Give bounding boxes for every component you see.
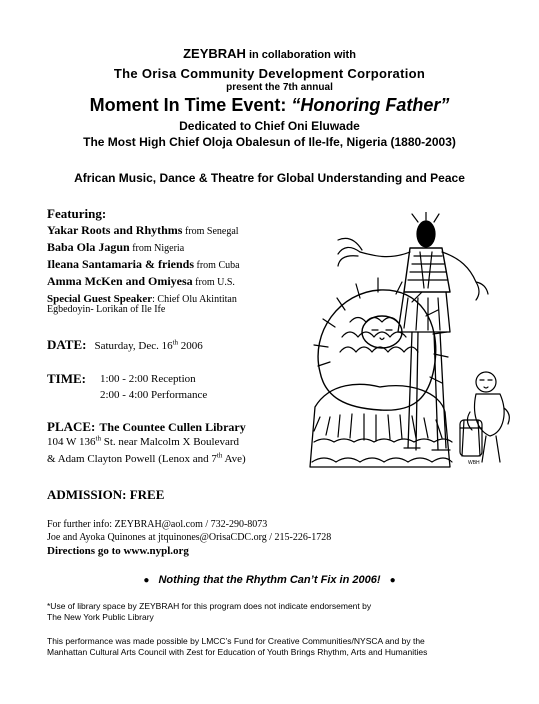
guest-name: : Chief Olu Akintitan — [152, 294, 237, 305]
time-performance: 2:00 - 4:00 Performance — [100, 389, 208, 401]
place-label: PLACE: — [47, 419, 96, 434]
slogan-text: Nothing that the Rhythm Can’t Fix in 2006! — [158, 574, 381, 586]
date-value: Saturday, Dec. 16th 2006 — [94, 338, 203, 352]
bullet-icon: ● — [389, 575, 396, 586]
info-line-1: For further info: ZEYBRAH@aol.com / 732-290-8073 — [47, 519, 268, 530]
organizer-name: ZEYBRAH — [183, 46, 246, 61]
date-label: DATE: — [47, 337, 87, 352]
event-title-italic: “Honoring Father” — [291, 95, 450, 115]
directions: Directions go to www.nypl.org — [47, 545, 189, 557]
featuring-item-4: Amma McKen and Omiyesa from U.S. — [47, 274, 235, 288]
stilt-dancer-icon — [338, 212, 488, 450]
slogan — [0, 574, 539, 586]
header-line-1 — [0, 46, 539, 61]
event-title — [0, 95, 539, 116]
address-line-2: & Adam Clayton Powell (Lenox and 7th Ave) — [47, 451, 246, 465]
collab-text: in collaboration with — [245, 49, 356, 61]
header-line-2: The Orisa Community Development Corporation — [113, 66, 426, 81]
masquerade-dancer-illustration-icon — [300, 212, 512, 484]
date-row — [47, 336, 203, 354]
grass-costume-icon — [310, 278, 452, 467]
featuring-item-1: Yakar Roots and Rhythms from Senegal — [47, 223, 239, 237]
featuring-heading: Featuring: — [47, 206, 107, 221]
time-label: TIME: — [47, 371, 86, 386]
event-title-plain: Moment In Time Event: — [89, 95, 292, 115]
admission: ADMISSION: FREE — [47, 487, 165, 502]
venue-name: The Countee Cullen Library — [99, 420, 246, 434]
credits-line-1: This performance was made possible by LMCC’s Fund for Creative Communities/NYSCA and by the — [47, 636, 425, 646]
tagline: African Music, Dance & Theatre for Global Understanding and Peace — [74, 171, 465, 185]
guest-label: Special Guest Speaker — [47, 293, 153, 305]
header-line-3: present the 7th annual — [226, 82, 333, 93]
address-line-1: 104 W 136th St. near Malcolm X Boulevard — [47, 434, 240, 448]
featuring-item-2: Baba Ola Jagun from Nigeria — [47, 240, 185, 254]
guest-title: Egbedoyin- Lorikan of Ile Ife — [47, 304, 166, 315]
artist-signature: WBH — [468, 460, 480, 466]
info-line-2: Joe and Ayoka Quinones at jtquinones@OrisaCDC.org / 215-226-1728 — [47, 532, 332, 543]
time-reception: 1:00 - 2:00 Reception — [100, 373, 196, 385]
footnote-line-2: The New York Public Library — [47, 612, 154, 622]
bullet-icon: ● — [143, 575, 150, 586]
place-row — [47, 418, 246, 436]
chief-title: The Most High Chief Oloja Obalesun of Ile-Ife, Nigeria (1880-2003) — [83, 135, 456, 149]
drummer-icon — [460, 372, 509, 462]
featuring-item-3: Ileana Santamaria & friends from Cuba — [47, 257, 240, 271]
footnote-line-1: *Use of library space by ZEYBRAH for this program does not indicate endorsement by — [47, 601, 372, 611]
credits-line-2: Manhattan Cultural Arts Council with Zest for Education of Youth Brings Rhythm, Arts and Humanities — [47, 647, 428, 657]
dedication: Dedicated to Chief Oni Eluwade — [179, 119, 360, 133]
